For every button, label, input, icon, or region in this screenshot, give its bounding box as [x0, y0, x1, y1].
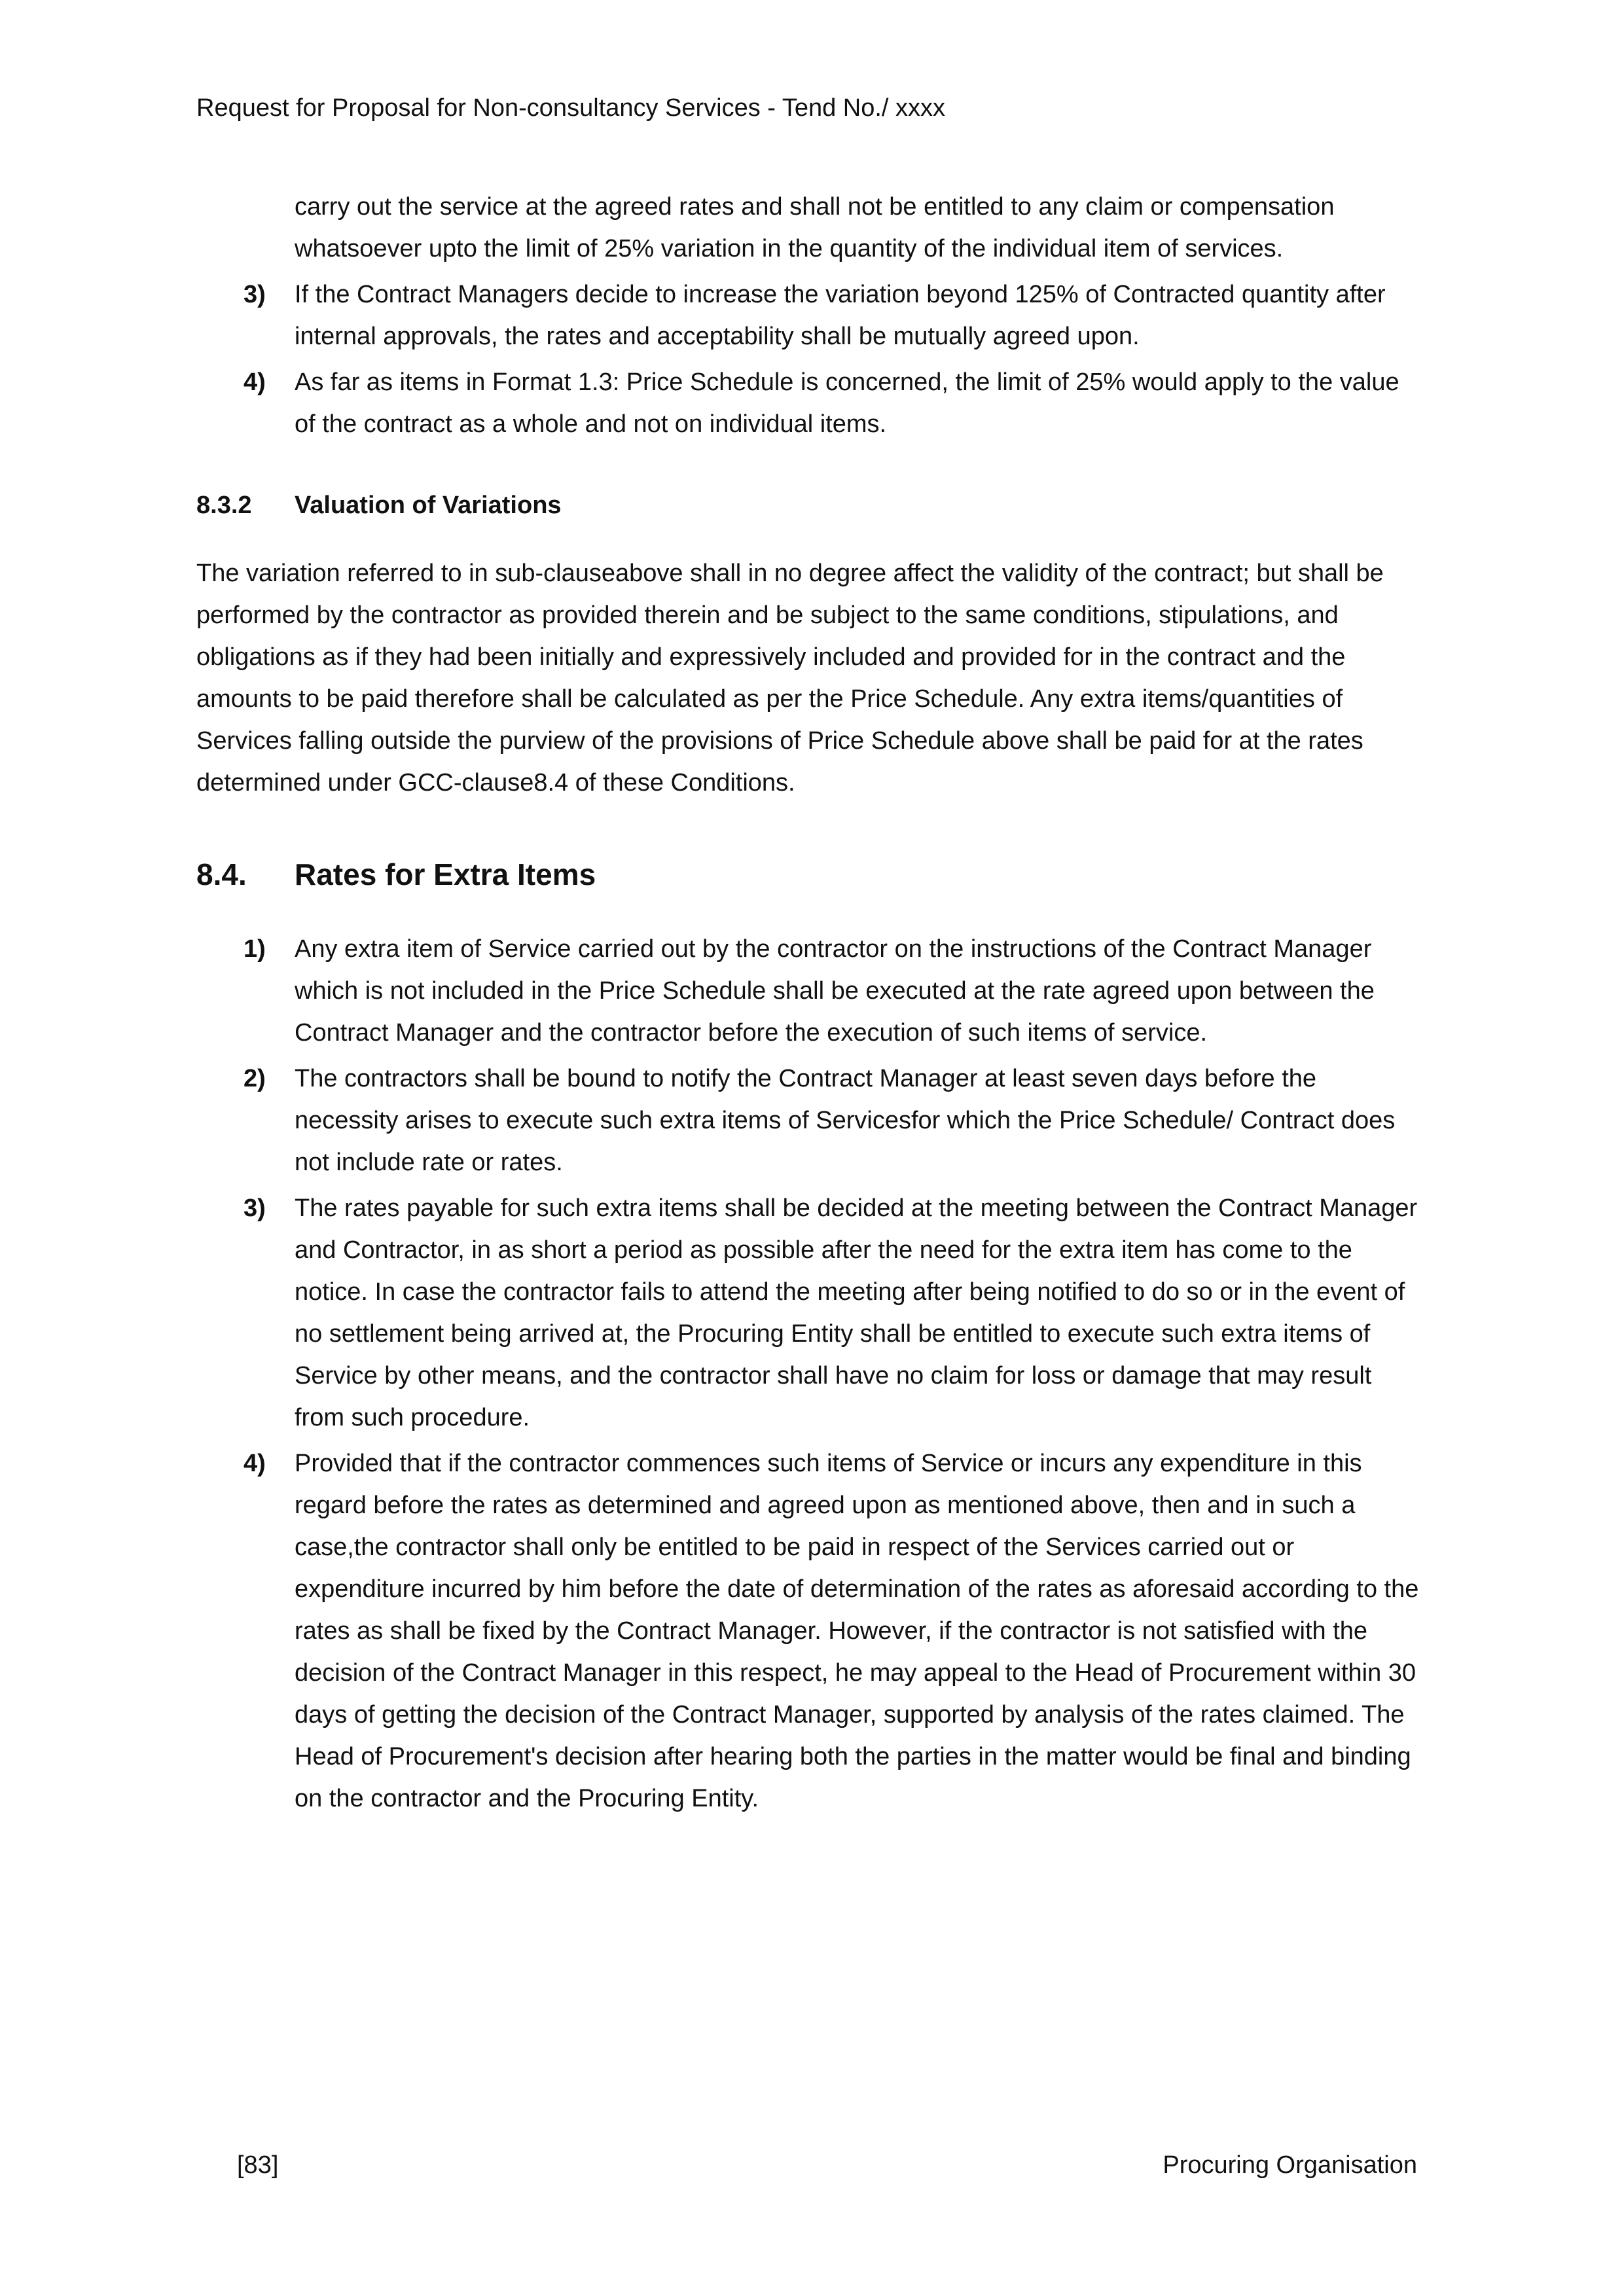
- page-header: [196, 92, 1417, 124]
- list-item: [196, 1058, 1420, 1183]
- list-item: [196, 274, 1420, 357]
- list-item-text: Provided that if the contractor commences such items of Service or incurs any expenditure in this regard before the rates as determined and agreed upon as mentioned above, then and in such a case,the contractor shall only be entitled to be paid in respect of the Services carried out or expenditure incurred by him before the date of determination of the rates as aforesaid according to the rates as shall be fixed by the Contract Manager. However, if the contractor is not satisfied with the decision of the Contract Manager in this respect, he may appeal to the Head of Procurement within 30 days of getting the decision of the Contract Manager, supported by analysis of the rates claimed. The Head of Procurement's decision after hearing both the parties in the matter would be final and binding on the contractor and the Procuring Entity.: [295, 1450, 1419, 1812]
- list-item-number: 3): [244, 281, 266, 308]
- list-item-number: 1): [244, 935, 266, 963]
- section-title: Rates for Extra Items: [295, 857, 596, 891]
- list-item-text: Any extra item of Service carried out by the contractor on the instructions of the Contract Manager which is not included in the Price Schedule shall be executed at the rate agreed upon between the Contract Manager and the contractor before the execution of such items of service.: [295, 935, 1375, 1047]
- header-title: Request for Proposal for Non-consultancy Services - Tend No./ xxxx: [196, 94, 946, 122]
- page-number: [83]: [237, 2151, 279, 2179]
- list-item: [196, 1443, 1420, 1820]
- section-title: Valuation of Variations: [295, 492, 562, 519]
- paragraph-continuation: carry out the service at the agreed rates and shall not be entitled to any claim or compensation whatsoever upto the limit of 25% variation in the quantity of the individual item of services.: [295, 193, 1335, 262]
- section-number: 8.3.2: [196, 492, 252, 519]
- section-heading-8-3-2: [196, 488, 1420, 522]
- list-item-number: 4): [244, 368, 266, 396]
- footer-organisation: Procuring Organisation: [1163, 2151, 1417, 2179]
- page-footer: [196, 2149, 1417, 2181]
- paragraph-valuation-of-variations: The variation referred to in sub-clauseabove shall in no degree affect the validity of the contract; but shall be performed by the contractor as provided therein and be subject to the same conditions, stipulations, and obligations as if they had been initially and expressively included and provided for in the contract and the amounts to be paid therefore shall be calculated as per the Price Schedule. Any extra items/quantities of Services falling outside the purview of the provisions of Price Schedule above shall be paid for at the rates determined under GCC-clause8.4 of these Conditions.: [196, 560, 1384, 797]
- list-item-text: If the Contract Managers decide to increase the variation beyond 125% of Contracted quantity after internal approvals, the rates and acceptability shall be mutually agreed upon.: [295, 281, 1386, 350]
- variation-list: [196, 274, 1420, 445]
- list-item-number: 2): [244, 1065, 266, 1092]
- list-item: [196, 361, 1420, 445]
- document-body: [196, 186, 1420, 1820]
- list-item-number: 3): [244, 1194, 266, 1222]
- list-item-text: As far as items in Format 1.3: Price Schedule is concerned, the limit of 25% would apply to the value of the contract as a whole and not on individual items.: [295, 368, 1399, 438]
- section-heading-8-4: [196, 855, 1420, 894]
- extra-items-list: [196, 928, 1420, 1820]
- section-number: 8.4.: [196, 857, 247, 891]
- list-item-number: 4): [244, 1450, 266, 1477]
- list-item: [196, 928, 1420, 1054]
- list-item-text: The contractors shall be bound to notify the Contract Manager at least seven days before the necessity arises to execute such extra items of Servicesfor which the Price Schedule/ Contract does not include rate or rates.: [295, 1065, 1396, 1176]
- list-item: [196, 1187, 1420, 1439]
- list-item-text: The rates payable for such extra items shall be decided at the meeting between the Contract Manager and Contractor, in as short a period as possible after the need for the extra item has come to the notice. In case the contractor fails to attend the meeting after being notified to do so or in the event of no settlement being arrived at, the Procuring Entity shall be entitled to execute such extra items of Service by other means, and the contractor shall have no claim for loss or damage that may result from such procedure.: [295, 1194, 1418, 1431]
